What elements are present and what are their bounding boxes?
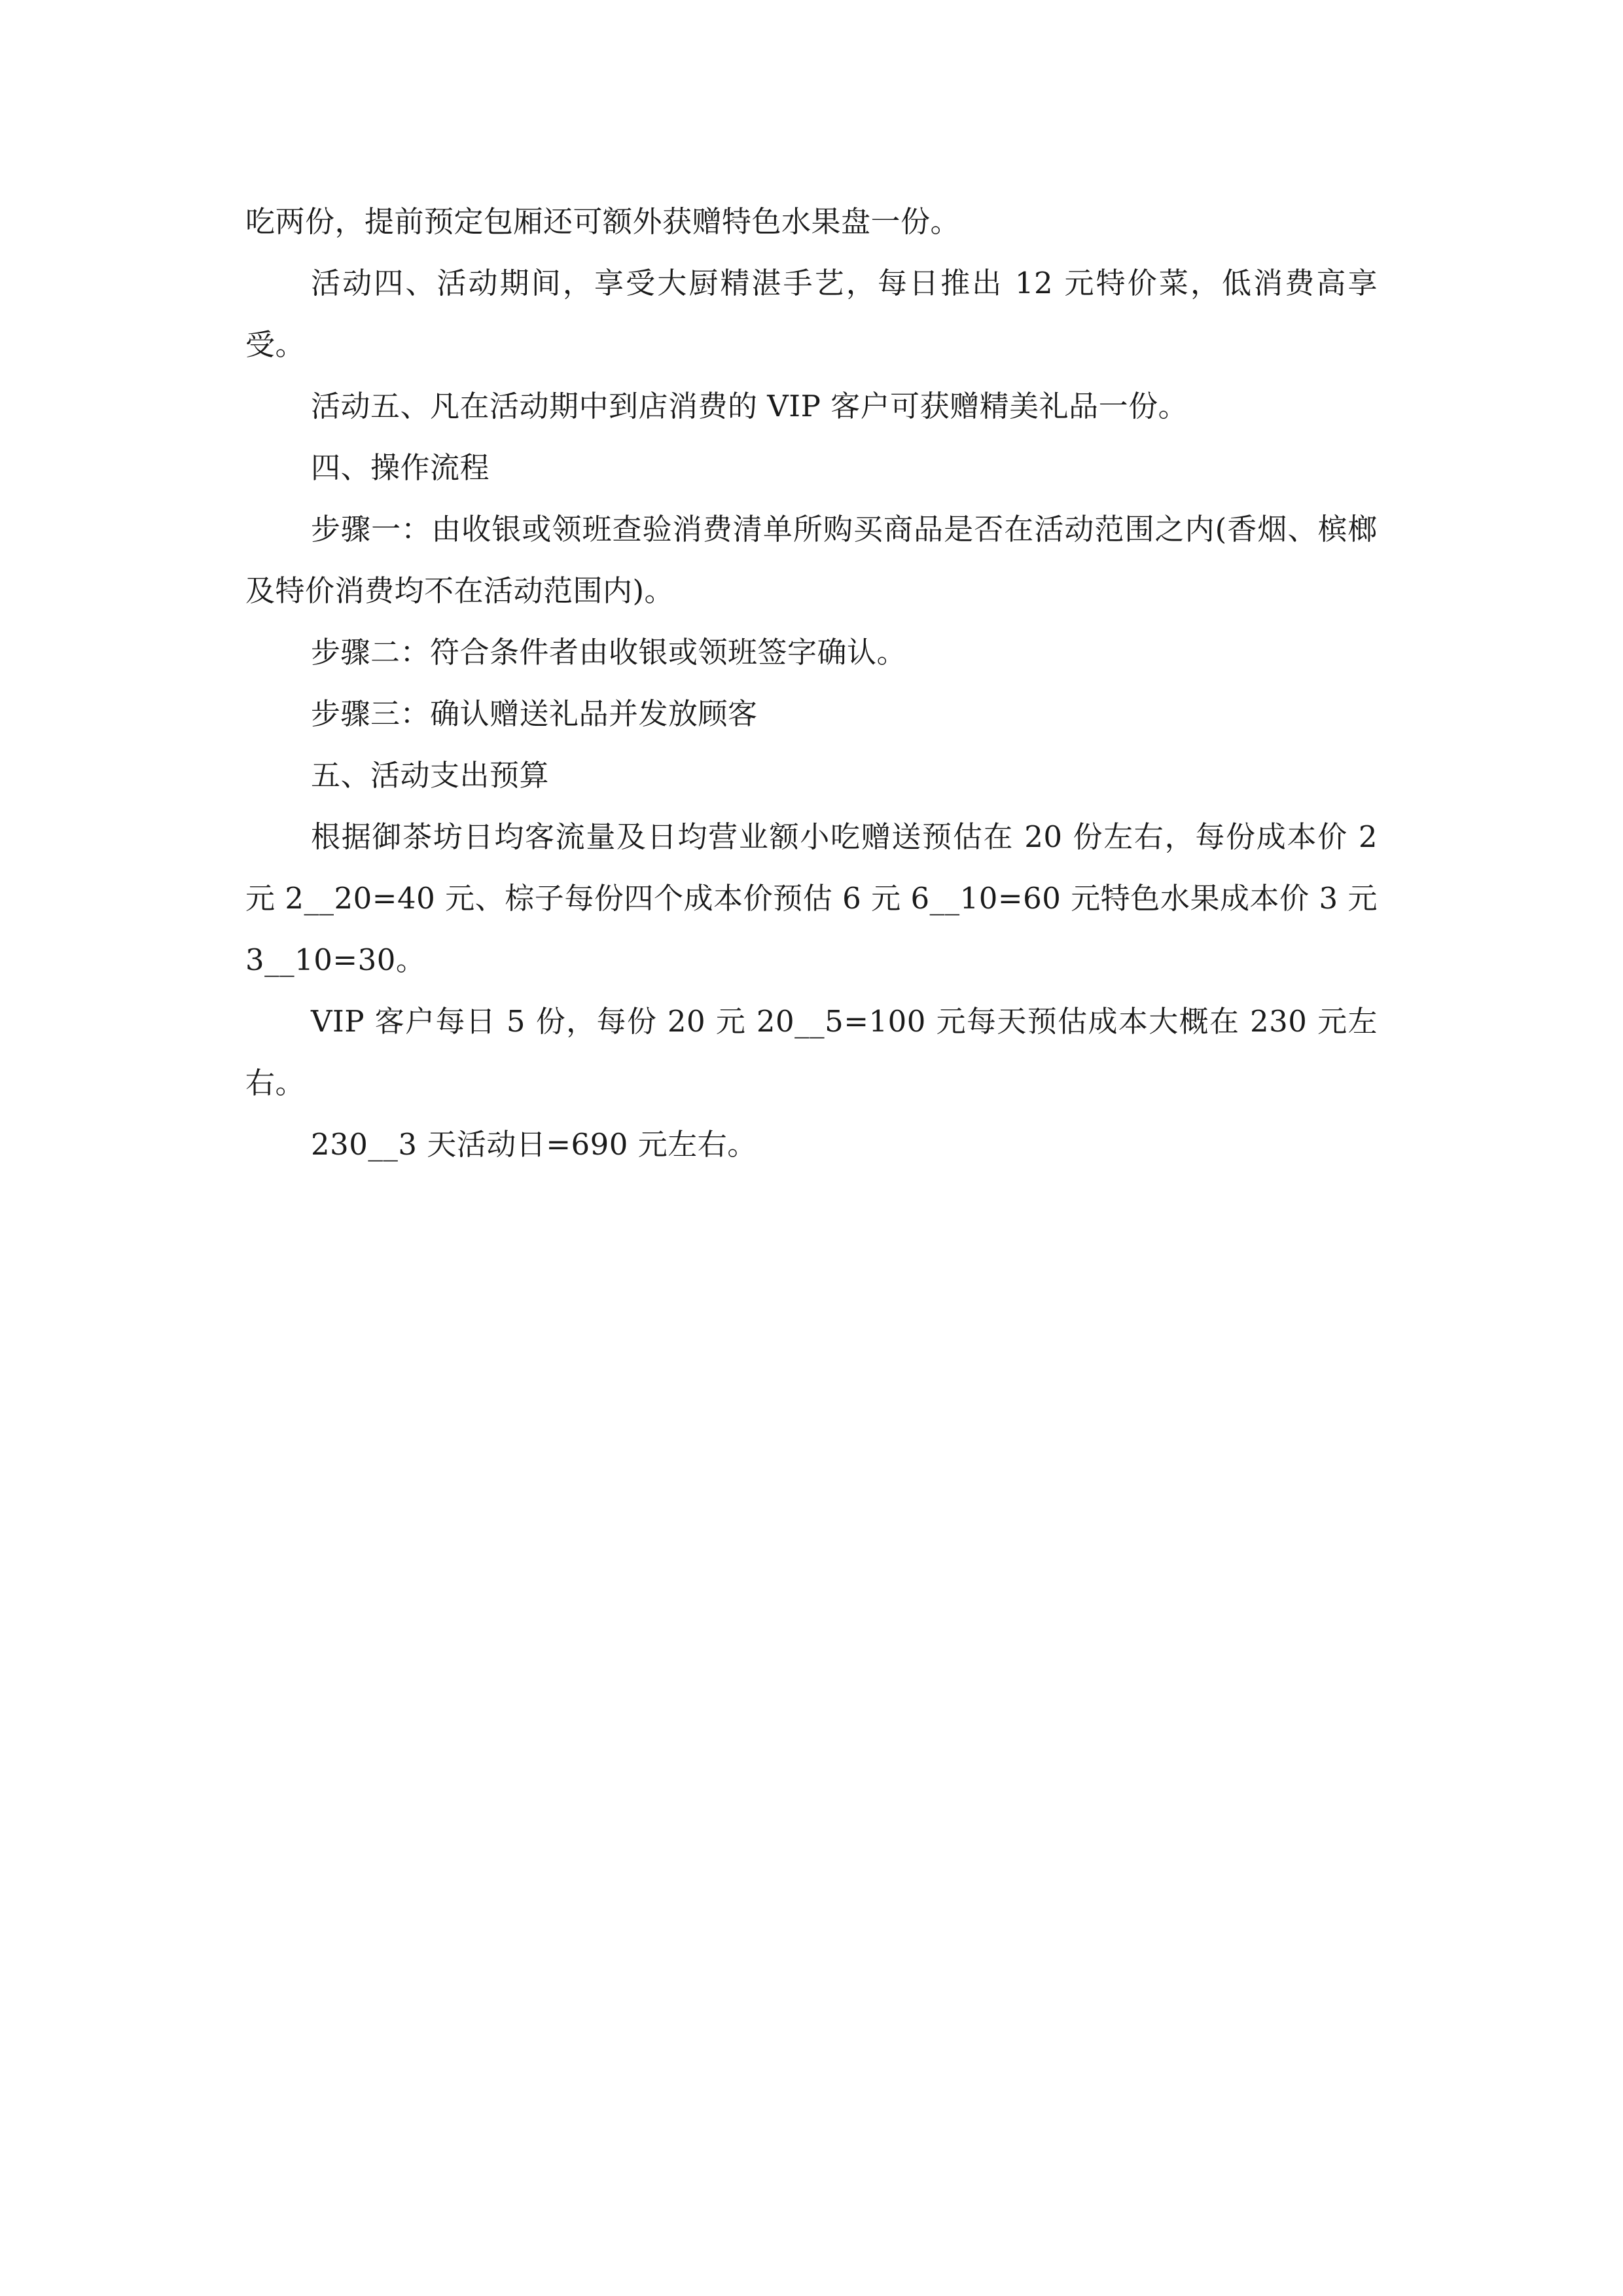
paragraph-continuation: 吃两份，提前预定包厢还可额外获赠特色水果盘一份。 (245, 204, 961, 239)
paragraph-activity-four: 活动四、活动期间，享受大厨精湛手艺，每日推出 12 元特价菜，低消费高享受。 (245, 266, 1378, 362)
paragraph-step-one: 步骤一：由收银或领班查验消费清单所购买商品是否在活动范围之内(香烟、槟榔及特价消费均不在活动范围内)。 (245, 512, 1378, 608)
paragraph-activity-five: 活动五、凡在活动期中到店消费的 VIP 客户可获赠精美礼品一份。 (311, 389, 1188, 423)
section-heading-budget: 五、活动支出预算 (311, 758, 550, 793)
paragraph-vip-cost: VIP 客户每日 5 份，每份 20 元 20__5=100 元每天预估成本大概在 230 元左右。 (245, 1004, 1378, 1100)
paragraph-budget-estimate: 根据御茶坊日均客流量及日均营业额小吃赠送预估在 20 份左右，每份成本价 2 元 2__20=40 元、棕子每份四个成本价预估 6 元 6__10=60 元特色水果成本价 3 元 3__10=30。 (245, 819, 1378, 977)
paragraph-step-three: 步骤三：确认赠送礼品并发放顾客 (311, 696, 758, 731)
paragraph-total-cost: 230__3 天活动日=690 元左右。 (311, 1127, 757, 1162)
paragraph-step-two: 步骤二：符合条件者由收银或领班签字确认。 (311, 635, 907, 670)
section-heading-operation-flow: 四、操作流程 (311, 450, 490, 485)
document-body (245, 191, 1378, 1175)
